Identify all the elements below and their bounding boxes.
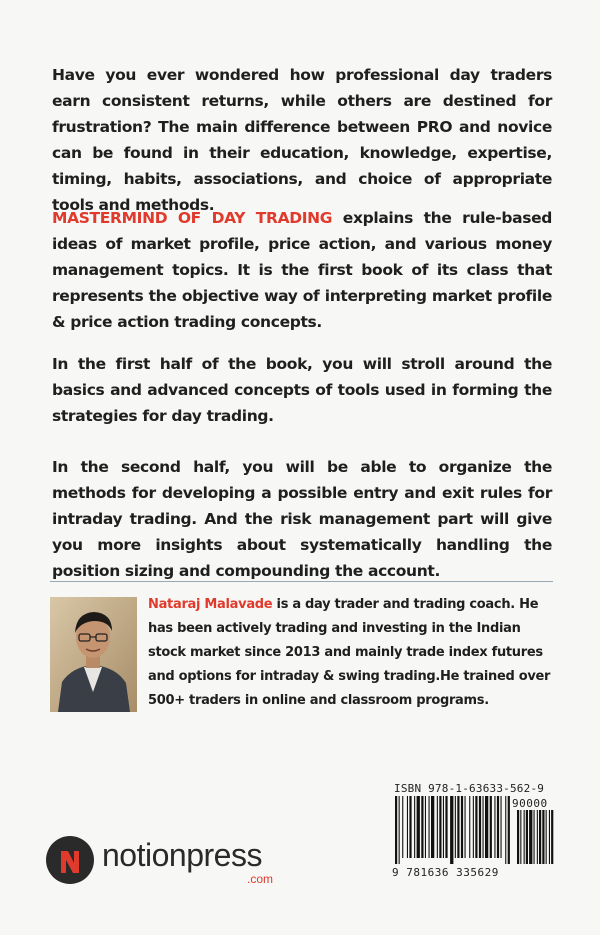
barcode-bar [494, 796, 495, 858]
barcode-addon-bar [534, 810, 535, 864]
author-photo [50, 597, 137, 712]
barcode-bar [409, 796, 411, 858]
barcode-bar [450, 796, 453, 864]
barcode-digits: 9 781636 335629 [392, 866, 499, 879]
barcode-bar [402, 796, 403, 858]
barcode-bar [429, 796, 430, 858]
barcode-bar [465, 796, 466, 858]
barcode-bar [469, 796, 470, 858]
description-paragraph-2 [52, 205, 552, 335]
publisher-suffix: .com [247, 872, 274, 886]
barcode-bar [445, 796, 447, 858]
barcode-addon-bar [524, 810, 525, 864]
barcode-addon-bar [542, 810, 544, 864]
barcode-bar [457, 796, 459, 858]
publisher-name: notionpress [102, 837, 262, 873]
isbn-number: ISBN 978-1-63633-562-9 [394, 782, 545, 795]
description-paragraph-4: In the second half, you will be able to organize the methods for developing a possible entry and exit rules for intraday trading. And the risk management part will give you more insights about systematically handling the position sizing and compounding the account. [52, 458, 552, 580]
barcode-bar [443, 796, 444, 858]
description-paragraph-2-text: explains the rule-based ideas of market profile, price action, and various money management topics. It is the first book of its class that represents the objective way of interpreting market profile & price action trading concepts. [52, 209, 552, 331]
author-bio [148, 593, 554, 713]
barcode-bar [501, 796, 502, 858]
barcode-bar [505, 796, 506, 864]
barcode-bar [508, 796, 510, 864]
barcode-bar [473, 796, 474, 858]
barcode-bar [437, 796, 438, 858]
author-name: Nataraj Malavade [148, 597, 273, 612]
book-title-highlight: MASTERMIND OF DAY TRADING [52, 209, 333, 227]
barcode-bar [421, 796, 423, 858]
barcode-bar [439, 796, 441, 858]
barcode-bar [399, 796, 400, 864]
barcode-bar [485, 796, 488, 858]
barcode-addon-bar [546, 810, 547, 864]
section-divider [50, 581, 553, 582]
barcode-bar [414, 796, 415, 858]
barcode-bar [407, 796, 408, 858]
barcode-bar [461, 796, 463, 858]
barcode-bar [455, 796, 456, 858]
barcode-addon-bar [526, 810, 528, 864]
barcode-bar [395, 796, 397, 864]
barcode-bar [497, 796, 499, 858]
barcode-bar [490, 796, 492, 858]
barcode-bar [483, 796, 484, 858]
barcode-bar [431, 796, 434, 858]
publisher-logo-icon [46, 836, 94, 884]
description-paragraph-1: Have you ever wondered how professional day traders earn consistent returns, while others are destined for frustration? The main difference between PRO and novice can be found in their education, knowledge, expertise, timing, habits, associations, and choice of appropriate tools and methods. [52, 66, 552, 214]
barcode-addon-bar [529, 810, 532, 864]
barcode-addon-bar [520, 810, 521, 864]
price-code: 90000 [512, 797, 548, 810]
barcode-bar [425, 796, 426, 858]
barcode-addon-bar [549, 810, 550, 864]
barcode-bar [475, 796, 477, 858]
barcode-bar [479, 796, 481, 858]
author-bio-text: is a day trader and trading coach. He has been actively trading and investing in the Indian stock market since 2013 and mainly trade index futures and options for intraday & swing trading.He trained over 500+ traders in online and classroom programs. [148, 597, 551, 708]
barcode-bar [417, 796, 420, 858]
barcode-addon-bar [517, 810, 519, 864]
barcode-addon-bar [537, 810, 538, 864]
description-paragraph-3: In the first half of the book, you will stroll around the basics and advanced concepts of tools used in forming the strategies for day trading. [52, 355, 552, 425]
barcode-addon-bar [539, 810, 541, 864]
barcode-addon-bar [551, 810, 553, 864]
